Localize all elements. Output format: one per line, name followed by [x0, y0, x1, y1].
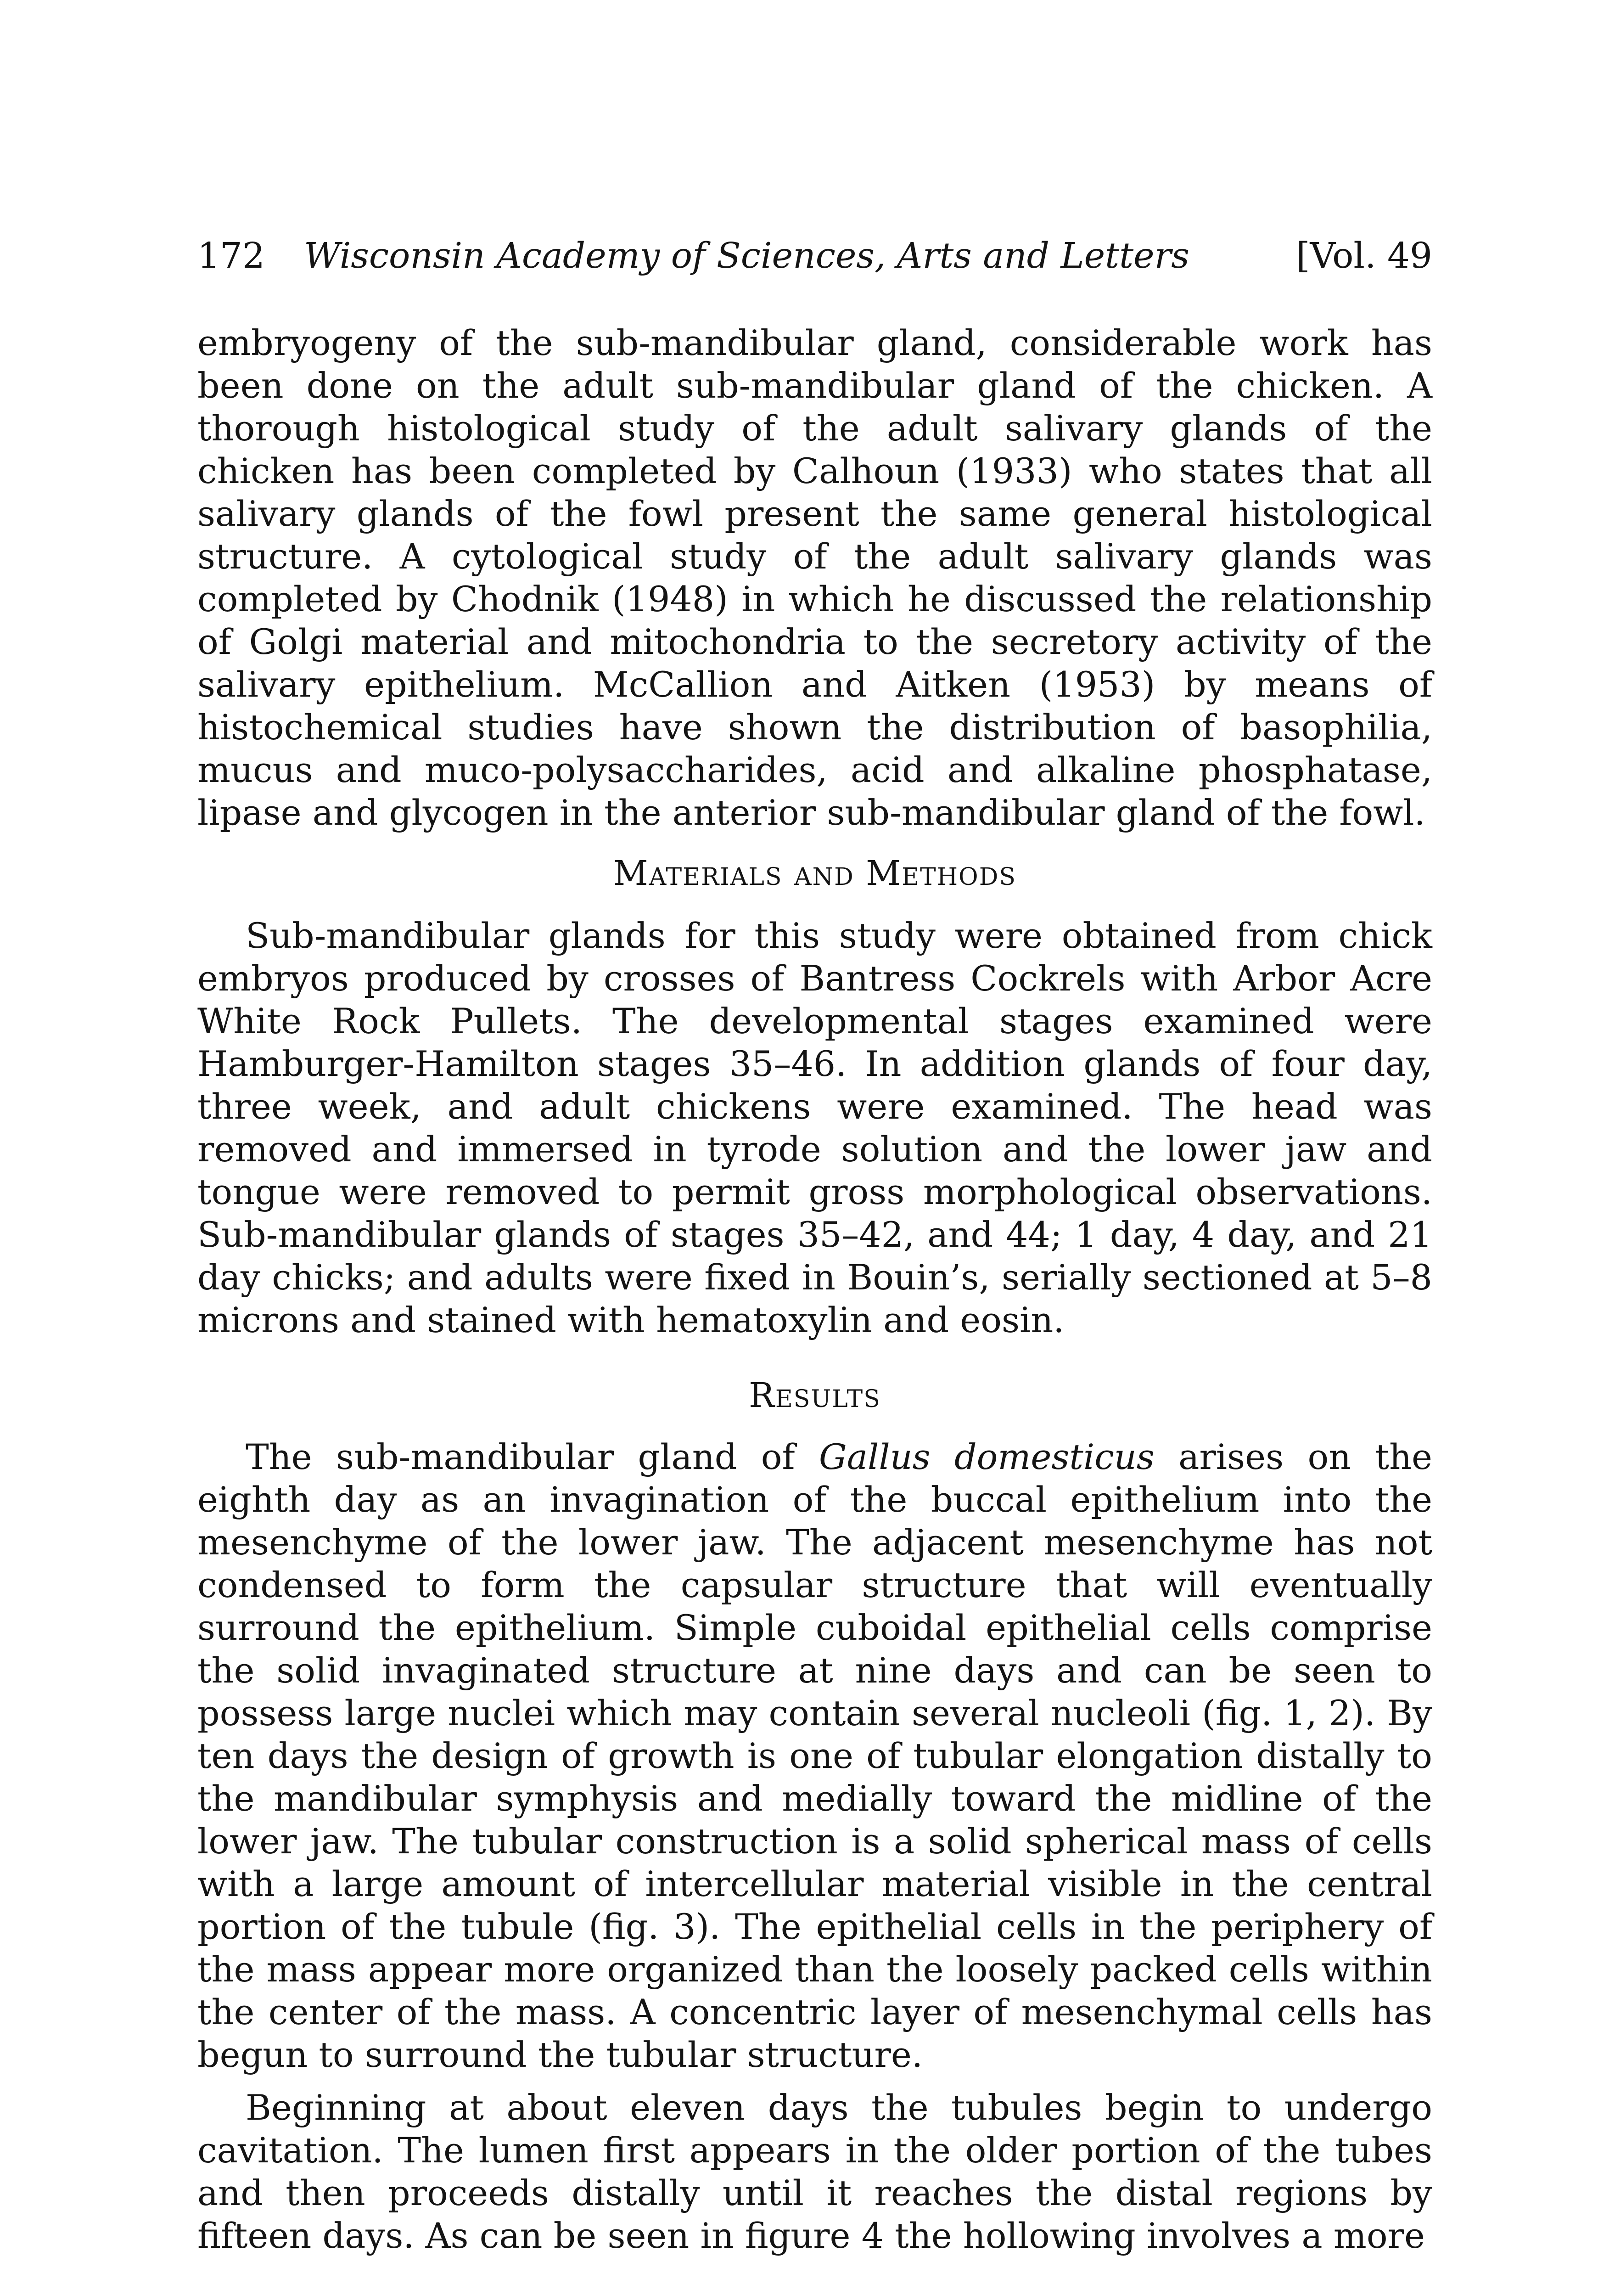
- results-p1-lead: The sub-mandibular gland of: [246, 1436, 819, 1477]
- body-text: [197, 321, 1432, 2257]
- materials-and-methods-heading: Materials and Methods: [613, 854, 1017, 893]
- species-name: Gallus domesticus: [819, 1436, 1155, 1477]
- results-paragraph-1: [197, 1435, 1432, 2076]
- running-head: [197, 229, 1432, 284]
- volume-label: [Vol. 49: [1296, 236, 1432, 276]
- results-p1-body: arises on the eighth day as an invagination of the buccal epithelium into the mesenchyme of the lower jaw. The adjacent mesenchyme has not condensed to form the capsular structure that will eventually surround the epithelium. Simple cuboidal epithelial cells comprise the solid invaginated structure at nine days and can be seen to possess large nuclei which may contain several nucleoli (fig. 1, 2). By ten days the design of growth is one of tubular elongation distally to the mandibular symphysis and medially toward the midline of the lower jaw. The tubular construction is a solid spherical mass of cells with a large amount of intercellular material visible in the central portion of the tubule (fig. 3). The epithelial cells in the periphery of the mass appear more organized than the loosely packed cells within the center of the mass. A concentric layer of mesenchymal cells has begun to surround the tubular structure.: [197, 1436, 1432, 2075]
- results-heading: Results: [749, 1376, 881, 1415]
- intro-continuation-paragraph: embryogeny of the sub-mandibular gland, considerable work has been done on the adult sub-mandibular gland of the chicken. A thorough histological study of the adult salivary glands of the chicken has been completed by Calhoun (1933) who states that all salivary glands of the fowl present the same general histological structure. A cytological study of the adult salivary glands was completed by Chodnik (1948) in which he discussed the relationship of Golgi material and mitochondria to the secretory activity of the salivary epithelium. McCallion and Aitken (1953) by means of histochemical studies have shown the distribution of basophilia, mucus and muco-polysaccharides, acid and alkaline phosphatase, lipase and glycogen in the anterior sub-mandibular gland of the fowl.: [197, 322, 1432, 833]
- results-paragraph-2: Beginning at about eleven days the tubules begin to undergo cavitation. The lumen first appears in the older portion of the tubes and then proceeds distally until it reaches the distal regions by fifteen days. As can be seen in figure 4 the hollowing involves a more: [197, 2087, 1432, 2256]
- materials-paragraph: Sub-mandibular glands for this study were obtained from chick embryos produced by crosses of Bantress Cockrels with Arbor Acre White Rock Pullets. The developmental stages examined were Hamburger-Hamilton stages 35–46. In addition glands of four day, three week, and adult chickens were examined. The head was removed and immersed in tyrode solution and the lower jaw and tongue were removed to permit gross morphological observations. Sub-mandibular glands of stages 35–42, and 44; 1 day, 4 day, and 21 day chicks; and adults were fixed in Bouin’s, serially sectioned at 5–8 microns and stained with hematoxylin and eosin.: [197, 915, 1432, 1340]
- page-number: 172: [197, 236, 265, 276]
- journal-title: Wisconsin Academy of Sciences, Arts and Letters: [304, 236, 1189, 276]
